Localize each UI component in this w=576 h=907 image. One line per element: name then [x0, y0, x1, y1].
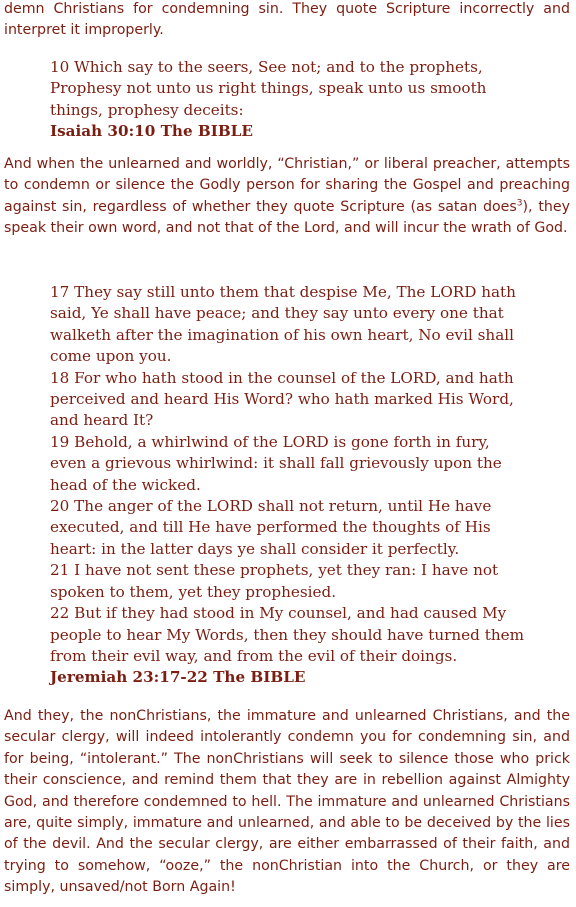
paragraph-text-continued: ), they speak their own word, and not that of the Lord, and will incur the wrath of God. [4, 198, 570, 237]
paragraph-text: And when the unlearned and worldly, “Christian,” or liberal preacher, attempts to condemn or silence the Godly person for sharing the Gospel and preaching against sin, regardless of whether they quote Scripture (as satan does [4, 156, 570, 215]
scripture-quote-jeremiah [50, 282, 530, 689]
verse-19: 19 Behold, a whirlwind of the LORD is gone forth in fury, even a grievous whirlwind: it shall fall grievously upon the head of the wicked. [50, 432, 502, 494]
verse-17: 17 They say still unto them that despise Me, The LORD hath said, Ye shall have peace; and they say unto every one that walketh after the imagination of his own heart, No evil shall come upon you. [50, 283, 516, 366]
verse-18: 18 For who hath stood in the counsel of the LORD, and hath perceived and heard His Word? who hath marked His Word, and heard It? [50, 368, 514, 430]
paragraph-condemnation: And they, the nonChristians, the immature and unlearned Christians, and the secular clergy, will indeed intolerantly condemn you for condemning sin, and for being, “intolerant.” The nonChristians will seek to silence those who prick their conscience, and remind them that they are in rebellion against Almighty God, and therefore condemned to hell. The immature and unlearned Christians are, quite simply, immature and unlearned, and able to be deceived by the lies of the devil. And the secular clergy, are either embarrassed of their faith, and trying to somehow, “ooze,” the nonChristian into the Church, or they are simply, unsaved/not Born Again! [4, 708, 570, 896]
footnote-marker: 3 [516, 198, 523, 209]
verse-22: 22 But if they had stood in My counsel, and had caused My people to hear My Words, then they should have turned them from their evil way, and from the evil of their doings. [50, 604, 524, 665]
verse-text: 10 Which say to the seers, See not; and to the prophets, Prophesy not unto us right things, speak unto us smooth things, prophesy deceits: [50, 58, 487, 119]
scripture-reference: Jeremiah 23:17-22 The BIBLE [50, 668, 306, 687]
scripture-quote-isaiah [50, 57, 510, 143]
verse-20: 20 The anger of the LORD shall not return, until He have executed, and till He have performed the thoughts of His heart: in the latter days ye shall consider it perfectly. [50, 497, 492, 558]
verse-21: 21 I have not sent these prophets, yet they ran: I have not spoken to them, yet they prophesied. [50, 561, 499, 601]
paragraph-intro: demn Christians for condemning sin. They quote Scripture incorrectly and interpret it improperly. [4, 1, 570, 39]
paragraph-unlearned-preacher [4, 154, 570, 240]
scripture-reference: Isaiah 30:10 The BIBLE [50, 122, 253, 141]
